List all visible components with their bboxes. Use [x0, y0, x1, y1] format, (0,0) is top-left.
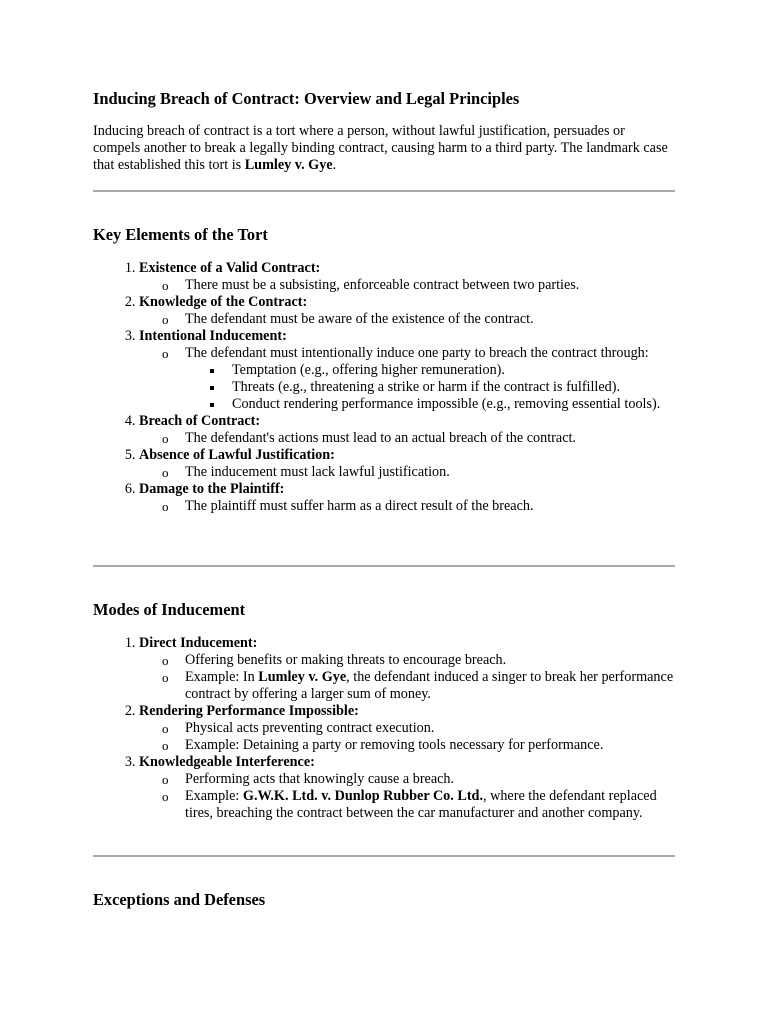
section-divider [93, 190, 675, 192]
sub-list [139, 430, 675, 447]
sub-list [139, 652, 675, 703]
sub-list [139, 464, 675, 481]
list-item [139, 413, 675, 447]
section-heading-modes: Modes of Inducement [93, 600, 246, 619]
list-item-label: Rendering Performance Impossible: [139, 703, 359, 719]
list-item [139, 635, 675, 703]
sub-list-item [185, 788, 675, 822]
sub-sub-list [185, 362, 675, 413]
list-item-label: Intentional Inducement: [139, 328, 287, 344]
section-heading-exceptions: Exceptions and Defenses [93, 890, 266, 909]
sub-list-item: o Performing acts that knowingly cause a breach. [185, 771, 675, 788]
section-heading-key-elements: Key Elements of the Tort [93, 225, 268, 244]
sub-sub-list-item: Temptation (e.g., offering higher remuneration). [232, 362, 675, 379]
sub-list-item: o Example: Detaining a party or removing tools necessary for performance. [185, 737, 675, 754]
section-divider [93, 565, 675, 567]
example-case-name: G.W.K. Ltd. v. Dunlop Rubber Co. Ltd. [242, 788, 483, 804]
modes-list [93, 635, 675, 822]
sub-list [139, 345, 675, 413]
list-item-label: Direct Inducement: [139, 635, 258, 651]
list-item [139, 754, 675, 822]
sub-list [139, 498, 675, 515]
sub-list [139, 277, 675, 294]
sub-list-item: o Offering benefits or making threats to encourage breach. [185, 652, 675, 669]
list-item [139, 447, 675, 481]
list-item [139, 481, 675, 515]
sub-list-text: The defendant must intentionally induce one party to breach the contract through: [185, 345, 649, 361]
document-title: Inducing Breach of Contract: Overview and Legal Principles [93, 89, 520, 108]
sub-list-item: o The defendant's actions must lead to an actual breach of the contract. [185, 430, 675, 447]
sub-list-item: o The inducement must lack lawful justification. [185, 464, 675, 481]
sub-list-item: o The defendant must be aware of the existence of the contract. [185, 311, 675, 328]
sub-list [139, 720, 675, 754]
sub-list-item: o There must be a subsisting, enforceable contract between two parties. [185, 277, 675, 294]
list-item [139, 328, 675, 413]
list-item [139, 260, 675, 294]
example-text: , the defendant induced a singer to break her performance contract by offering a larger sum of money. [185, 669, 674, 702]
sub-list-item [185, 669, 675, 703]
intro-text: Inducing breach of contract is a tort where a person, without lawful justification, persuades or compels another to break a legally binding contract, causing harm to a third party. The landmark case that established this tort is [93, 123, 668, 173]
sub-sub-list-item: Conduct rendering performance impossible (e.g., removing essential tools). [232, 396, 675, 413]
sub-list-item: o The plaintiff must suffer harm as a direct result of the breach. [185, 498, 675, 515]
list-item-label: Absence of Lawful Justification: [139, 447, 335, 463]
example-case-name: Lumley v. Gye [258, 669, 347, 685]
list-item-label: Knowledge of the Contract: [139, 294, 308, 310]
sub-list-item: o Physical acts preventing contract execution. [185, 720, 675, 737]
sub-list [139, 771, 675, 822]
example-text: , where the defendant replaced tires, breaching the contract between the car manufacturer and another company. [185, 788, 657, 821]
list-item-label: Damage to the Plaintiff: [139, 481, 285, 497]
sub-list-item [185, 345, 675, 413]
section-divider [93, 855, 675, 857]
intro-end: . [332, 157, 337, 173]
list-item [139, 703, 675, 754]
intro-case-name: Lumley v. Gye [244, 157, 333, 173]
list-item [139, 294, 675, 328]
list-item-label: Knowledgeable Interference: [139, 754, 315, 770]
list-item-label: Existence of a Valid Contract: [139, 260, 321, 276]
intro-paragraph [93, 123, 675, 174]
sub-list [139, 311, 675, 328]
example-text: Example: [185, 788, 243, 804]
list-item-label: Breach of Contract: [139, 413, 261, 429]
example-text: Example: In [185, 669, 259, 685]
key-elements-list [93, 260, 675, 515]
sub-sub-list-item: Threats (e.g., threatening a strike or harm if the contract is fulfilled). [232, 379, 675, 396]
